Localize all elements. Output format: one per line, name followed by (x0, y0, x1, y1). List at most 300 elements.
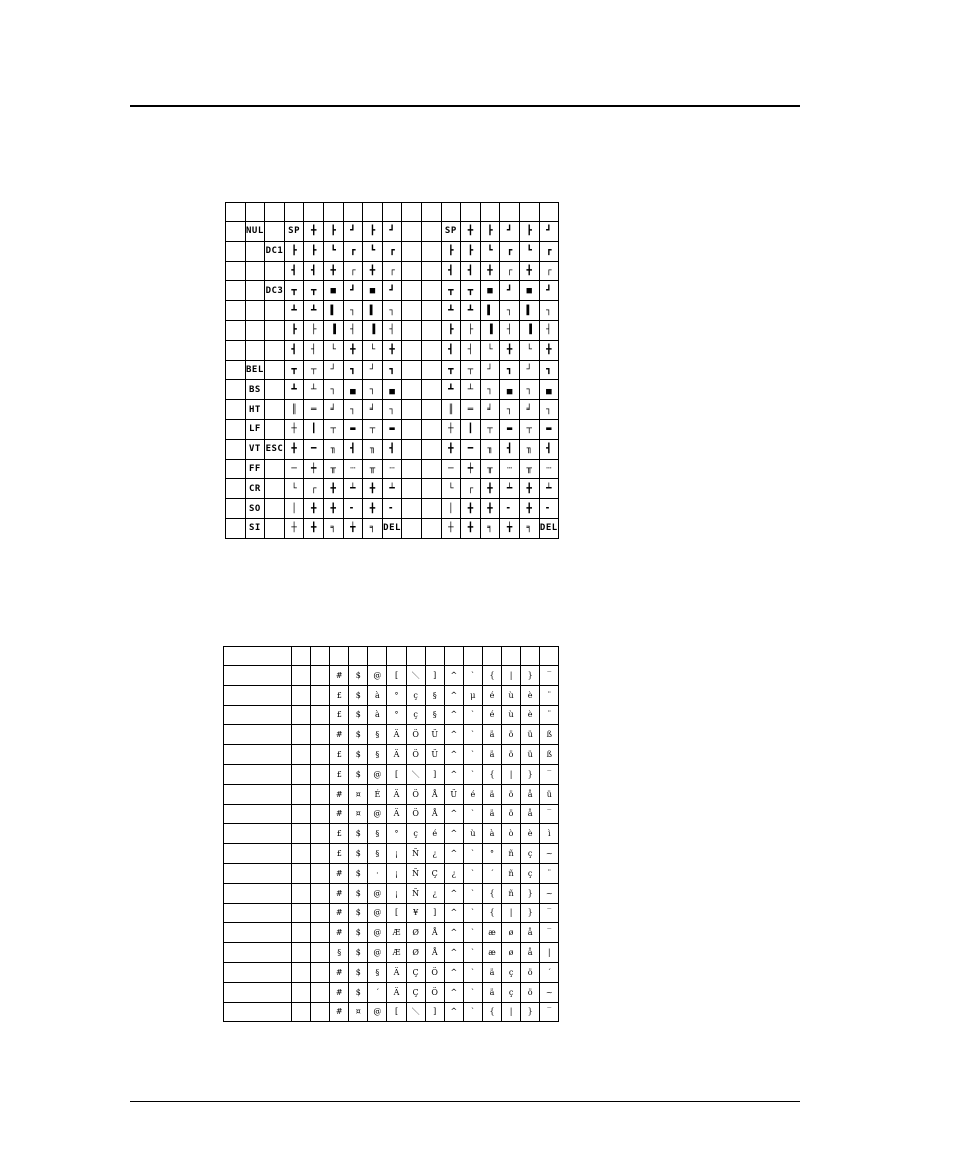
table-cell: ─ (284, 459, 304, 479)
country-label-cell (224, 745, 292, 765)
table-cell: ╕ (519, 518, 539, 538)
table-cell: ` (463, 666, 482, 686)
table-cell (292, 666, 311, 686)
table-cell: SP (441, 222, 461, 242)
table-cell: Å (425, 804, 444, 824)
table-cell: ▄ (343, 380, 363, 400)
table-cell: ▌ (323, 301, 343, 321)
country-label-cell (224, 804, 292, 824)
table-cell: ┌ (461, 479, 481, 499)
table-cell: | (502, 666, 521, 686)
table-cell: ä (482, 745, 501, 765)
table-cell (311, 883, 330, 903)
table-row (224, 824, 559, 844)
table-cell: ] (425, 903, 444, 923)
table-cell (311, 923, 330, 943)
table-cell: SI (245, 518, 265, 538)
table-cell: ┷ (539, 479, 559, 499)
table-cell: ┻ (284, 380, 304, 400)
table-cell: ╋ (461, 222, 481, 242)
table-cell: Å (425, 943, 444, 963)
table-cell: ┻ (304, 301, 324, 321)
table-cell: Ñ (406, 883, 425, 903)
table-cell: ^ (444, 764, 463, 784)
table-cell: SO (245, 499, 265, 519)
table-cell: ┼ (284, 518, 304, 538)
country-label-cell (224, 685, 292, 705)
table-cell: ╋ (480, 261, 500, 281)
table-cell: ╖ (519, 439, 539, 459)
country-label-cell (224, 844, 292, 864)
table-cell (265, 459, 285, 479)
table-cell: £ (330, 705, 349, 725)
table-cell: ^ (444, 725, 463, 745)
table-cell (292, 863, 311, 883)
table-cell: ┬ (363, 419, 383, 439)
table-cell (421, 419, 441, 439)
table-cell: ¥ (406, 903, 425, 923)
table-cell: ▬ (500, 419, 520, 439)
table-cell: ┌ (304, 479, 324, 499)
table-row (226, 301, 559, 321)
table-cell: ┐ (343, 400, 363, 420)
table-cell: ┛ (539, 281, 559, 301)
table-cell: ¤ (349, 784, 368, 804)
table-cell: ┬ (323, 419, 343, 439)
table-cell: ┐ (343, 301, 363, 321)
table-cell: ┄ (343, 459, 363, 479)
country-label-cell (224, 1002, 292, 1022)
table-cell: ┫ (461, 261, 481, 281)
country-label-cell (224, 903, 292, 923)
table-cell: ^ (444, 685, 463, 705)
table-row (224, 804, 559, 824)
table-cell: BEL (245, 360, 265, 380)
table-cell: ä (482, 804, 501, 824)
table-cell: ü (521, 745, 540, 765)
control-character-table (225, 202, 559, 539)
table-cell: Ö (406, 745, 425, 765)
table-cell: ╸ (343, 499, 363, 519)
table-cell (421, 479, 441, 499)
table-cell: ■ (363, 281, 383, 301)
table-row (224, 863, 559, 883)
table-cell (421, 518, 441, 538)
table-cell: ╋ (519, 479, 539, 499)
table-cell: └ (284, 479, 304, 499)
table-cell: ╋ (363, 499, 383, 519)
table-row (224, 943, 559, 963)
table-cell (311, 804, 330, 824)
table-cell: ° (387, 824, 406, 844)
table-row (224, 1002, 559, 1022)
table-cell (245, 261, 265, 281)
table-cell: ＼ (406, 764, 425, 784)
table-cell (402, 459, 422, 479)
country-label-cell (224, 666, 292, 686)
table-cell: # (330, 1002, 349, 1022)
table-cell (265, 419, 285, 439)
table-cell: ╋ (382, 340, 402, 360)
table-row (224, 844, 559, 864)
table-cell: ╈ (343, 518, 363, 538)
table-cell: ╋ (480, 499, 500, 519)
header-cell (441, 203, 461, 222)
table-cell: ┼ (441, 419, 461, 439)
table-cell: ] (425, 666, 444, 686)
table-cell (311, 764, 330, 784)
table-cell (265, 479, 285, 499)
table-cell: ┛ (343, 281, 363, 301)
table-cell: ╋ (304, 222, 324, 242)
table-cell: } (521, 764, 540, 784)
table-cell: $ (349, 705, 368, 725)
table-cell: ^ (444, 982, 463, 1002)
table-cell: ] (425, 1002, 444, 1022)
table-cell: ┼ (441, 518, 461, 538)
table-cell: å (521, 804, 540, 824)
table-row (226, 340, 559, 360)
table-cell (402, 400, 422, 420)
table-cell: ┛ (382, 281, 402, 301)
table-cell: | (502, 903, 521, 923)
table-cell (265, 360, 285, 380)
header-cell (480, 203, 500, 222)
table-cell (226, 360, 246, 380)
bottom-rule (130, 1101, 800, 1102)
table-cell: ┓ (343, 360, 363, 380)
table-cell: $ (349, 666, 368, 686)
table-cell (421, 459, 441, 479)
table-cell: æ (482, 943, 501, 963)
table-cell (226, 222, 246, 242)
table-cell (226, 320, 246, 340)
table-row (224, 903, 559, 923)
header-cell (502, 647, 521, 666)
table-cell: ┐ (382, 400, 402, 420)
table-row (226, 419, 559, 439)
table-cell (402, 499, 422, 519)
table-cell: ┘ (519, 360, 539, 380)
table-cell: ┫ (284, 340, 304, 360)
table-cell: à (482, 824, 501, 844)
table-cell: ┣ (284, 241, 304, 261)
table-cell: Ö (425, 962, 444, 982)
table-cell: ^ (444, 745, 463, 765)
table-cell: ^ (444, 824, 463, 844)
table-cell (402, 241, 422, 261)
table-cell: ╖ (323, 439, 343, 459)
table-cell: é (463, 784, 482, 804)
table-row (226, 281, 559, 301)
table-cell (265, 518, 285, 538)
table-cell: ┌ (500, 261, 520, 281)
table-cell: ┫ (284, 261, 304, 281)
table-cell (226, 380, 246, 400)
table-cell: ^ (444, 666, 463, 686)
table-cell: ╕ (363, 518, 383, 538)
table-cell: [ (387, 666, 406, 686)
table-cell: ▌ (519, 301, 539, 321)
table-cell: ╸ (500, 499, 520, 519)
table-cell (311, 982, 330, 1002)
table-cell: ò (502, 824, 521, 844)
table-cell (421, 301, 441, 321)
table-cell: ┏ (343, 241, 363, 261)
table-cell: Ç (406, 962, 425, 982)
table-cell: ‾ (540, 804, 559, 824)
table-cell: ┣ (284, 320, 304, 340)
table-cell: ┫ (382, 439, 402, 459)
table-cell: ^ (444, 804, 463, 824)
table-cell: ö (502, 804, 521, 824)
table-cell: Ö (406, 784, 425, 804)
table-cell (421, 222, 441, 242)
table-row (224, 982, 559, 1002)
table-cell: ╋ (363, 261, 383, 281)
header-cell (304, 203, 324, 222)
table-cell: ╋ (441, 439, 461, 459)
table-cell: å (521, 784, 540, 804)
table-cell (265, 400, 285, 420)
table-cell: ` (463, 943, 482, 963)
table-cell: ━ (461, 439, 481, 459)
table-cell: ñ (502, 844, 521, 864)
table-cell: @ (368, 883, 387, 903)
table-cell: Ñ (406, 863, 425, 883)
table-cell: ` (463, 844, 482, 864)
table-cell (226, 241, 246, 261)
table-cell: ┓ (539, 360, 559, 380)
table-cell: ESC (265, 439, 285, 459)
table-cell: ┓ (500, 360, 520, 380)
table-cell: ┐ (363, 380, 383, 400)
table-cell (311, 705, 330, 725)
table-cell (226, 419, 246, 439)
table-cell (265, 222, 285, 242)
header-cell (224, 647, 292, 666)
table-cell (421, 400, 441, 420)
table-cell: ▌ (480, 301, 500, 321)
table-cell: å (521, 923, 540, 943)
table-cell: ø (502, 923, 521, 943)
table-cell: ┗ (363, 241, 383, 261)
table-cell: ^ (444, 1002, 463, 1022)
table-cell: } (521, 883, 540, 903)
table-cell: ┌ (539, 261, 559, 281)
table-cell: { (482, 764, 501, 784)
table-row (224, 725, 559, 745)
table-cell: £ (330, 824, 349, 844)
table-cell (292, 705, 311, 725)
table-cell: à (368, 705, 387, 725)
table-cell (402, 419, 422, 439)
table-cell (311, 784, 330, 804)
table-cell: Å (425, 923, 444, 943)
table-cell: ´ (368, 982, 387, 1002)
table-cell (421, 360, 441, 380)
table-cell: # (330, 962, 349, 982)
table-cell: ¡ (387, 883, 406, 903)
table-row (226, 499, 559, 519)
table-cell: ` (463, 863, 482, 883)
table-cell: ▐ (323, 320, 343, 340)
table-cell: ┬ (304, 360, 324, 380)
table-cell (402, 261, 422, 281)
table-cell: ┐ (539, 400, 559, 420)
table-cell: { (482, 666, 501, 686)
table-cell: ^ (444, 903, 463, 923)
table-cell: ù (463, 824, 482, 844)
table-cell: ü (521, 725, 540, 745)
table-cell: | (540, 943, 559, 963)
table-cell: └ (480, 340, 500, 360)
header-cell (226, 203, 246, 222)
table-cell: ╋ (323, 261, 343, 281)
table-cell: ┣ (441, 241, 461, 261)
table-cell: ` (463, 804, 482, 824)
table-cell: ═ (461, 400, 481, 420)
table-cell: $ (349, 982, 368, 1002)
table-cell: ┳ (284, 281, 304, 301)
table-cell: å (521, 943, 540, 963)
table-cell: ╕ (323, 518, 343, 538)
table-cell (226, 479, 246, 499)
table-row (224, 784, 559, 804)
table-cell: ö (502, 784, 521, 804)
header-cell (482, 647, 501, 666)
table-cell (311, 725, 330, 745)
table-cell: ┳ (441, 281, 461, 301)
header-cell (284, 203, 304, 222)
table-cell: └ (363, 340, 383, 360)
table-cell: ┬ (480, 419, 500, 439)
table-cell (226, 459, 246, 479)
table-cell: ° (387, 705, 406, 725)
table-cell: ■ (323, 281, 343, 301)
table-cell: ╋ (480, 479, 500, 499)
table-cell: ┿ (304, 459, 324, 479)
table-cell (311, 666, 330, 686)
table-cell: ¿ (444, 863, 463, 883)
table-cell: [ (387, 1002, 406, 1022)
table-cell: ‾ (540, 923, 559, 943)
table-cell: ┐ (500, 301, 520, 321)
table-cell: Å (425, 784, 444, 804)
table-cell: £ (330, 844, 349, 864)
header-cell (539, 203, 559, 222)
table-cell: ┛ (343, 222, 363, 242)
table-row (226, 380, 559, 400)
table-row (224, 745, 559, 765)
table-header-row (224, 647, 559, 666)
table-cell: ┫ (441, 340, 461, 360)
table-cell: ┿ (461, 459, 481, 479)
country-label-cell (224, 943, 292, 963)
table-cell (265, 320, 285, 340)
table-cell: ┤ (382, 320, 402, 340)
table-cell: ` (463, 903, 482, 923)
table-cell (311, 863, 330, 883)
table-cell: Ä (387, 745, 406, 765)
table-cell: μ (463, 685, 482, 705)
table-cell (292, 764, 311, 784)
country-label-cell (224, 824, 292, 844)
table-cell: # (330, 982, 349, 1002)
table-cell (311, 903, 330, 923)
table-cell: DC1 (265, 241, 285, 261)
table-cell: ┛ (382, 222, 402, 242)
table-cell: } (521, 1002, 540, 1022)
table-cell: ╋ (343, 340, 363, 360)
table-cell: ┄ (500, 459, 520, 479)
table-cell: ╋ (461, 499, 481, 519)
table-cell (265, 301, 285, 321)
table-cell: ┻ (284, 301, 304, 321)
table-cell (421, 340, 441, 360)
table-cell (421, 439, 441, 459)
table-cell: ` (463, 1002, 482, 1022)
table-cell: │ (441, 499, 461, 519)
table-cell: ç (406, 824, 425, 844)
table-cell: # (330, 923, 349, 943)
table-cell (402, 380, 422, 400)
table-cell: ▐ (363, 320, 383, 340)
country-label-cell (224, 982, 292, 1002)
table-cell: ╋ (304, 499, 324, 519)
table-cell: # (330, 863, 349, 883)
table-cell: Ø (406, 943, 425, 963)
table-cell: ┫ (441, 261, 461, 281)
table-row (226, 222, 559, 242)
table-cell: ^ (444, 943, 463, 963)
table-cell: ╋ (539, 340, 559, 360)
table-cell (311, 962, 330, 982)
header-cell (311, 647, 330, 666)
header-cell (421, 203, 441, 222)
table-cell: # (330, 903, 349, 923)
table-cell (292, 745, 311, 765)
table-cell (226, 261, 246, 281)
table-cell (311, 685, 330, 705)
table-cell: ┳ (284, 360, 304, 380)
table-cell: ┤ (500, 320, 520, 340)
header-cell (461, 203, 481, 222)
table-cell: ▐ (519, 320, 539, 340)
table-cell: ] (425, 764, 444, 784)
table-cell: ù (502, 705, 521, 725)
table-cell (402, 518, 422, 538)
table-cell: § (425, 685, 444, 705)
table-cell: ~ (540, 982, 559, 1002)
table-cell: ¤ (349, 1002, 368, 1022)
table-cell (292, 844, 311, 864)
table-cell: └ (323, 340, 343, 360)
table-cell: $ (349, 685, 368, 705)
table-cell: ‾ (540, 764, 559, 784)
table-cell: ┘ (363, 360, 383, 380)
table-cell: ╛ (519, 400, 539, 420)
table-cell: @ (368, 1002, 387, 1022)
table-row (226, 400, 559, 420)
table-cell: @ (368, 943, 387, 963)
table-cell: └ (441, 479, 461, 499)
table-cell: └ (519, 340, 539, 360)
table-cell: ö (502, 745, 521, 765)
country-label-cell (224, 863, 292, 883)
table-cell: · (368, 863, 387, 883)
table-cell (421, 320, 441, 340)
